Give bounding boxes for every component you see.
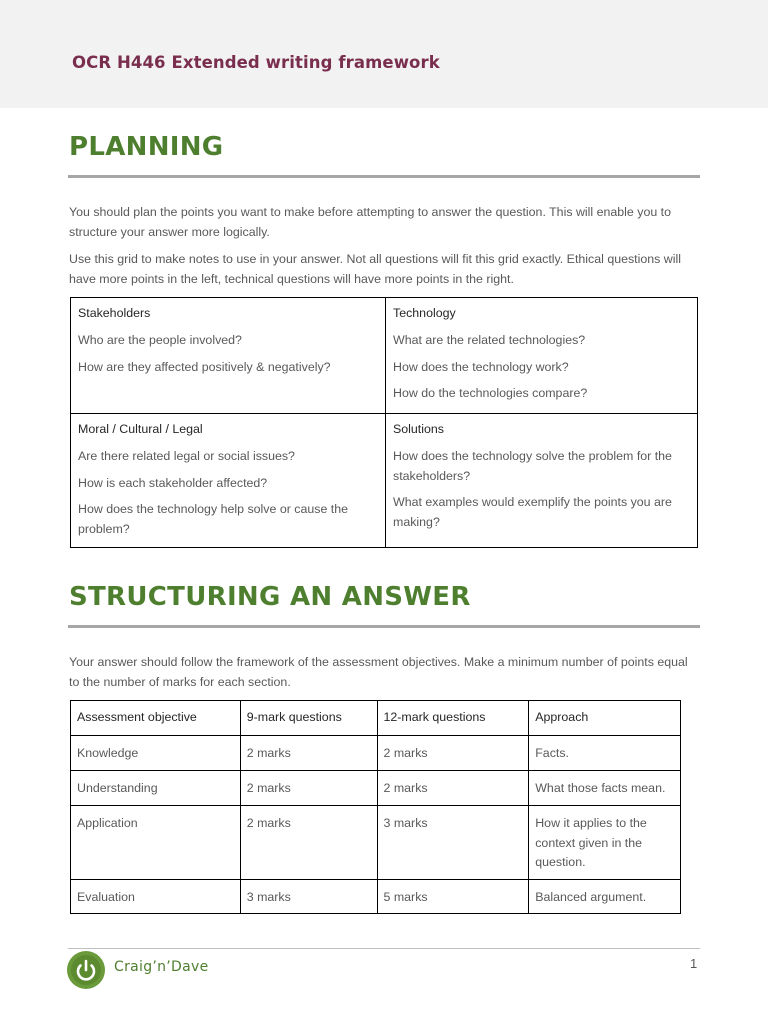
table-cell: 2 marks [240, 771, 377, 806]
table-cell: Understanding [71, 771, 241, 806]
column-header: 9-mark questions [240, 701, 377, 736]
grid-cell-stakeholders [71, 298, 385, 413]
table-cell: 3 marks [377, 806, 529, 880]
table-cell: 2 marks [377, 736, 529, 771]
grid-question: How is each stakeholder affected? [78, 475, 268, 490]
table-cell: 5 marks [377, 880, 529, 914]
grid-cell-moral-cultural-legal [71, 413, 385, 547]
grid-cell-title: Technology [393, 306, 456, 320]
power-icon [66, 950, 106, 990]
column-header: 12-mark questions [377, 701, 529, 736]
grid-cell-title: Solutions [393, 422, 444, 436]
grid-question: What are the related technologies? [393, 333, 586, 347]
structuring-intro: Your answer should follow the framework of the assessment objectives. Make a minimum number of points equal to the number of marks for each section. [69, 655, 688, 689]
table-cell: 2 marks [377, 771, 529, 806]
planning-divider [68, 175, 700, 178]
grid-question: Are there related legal or social issues? [78, 449, 295, 463]
table-header-row [71, 701, 681, 736]
structuring-divider [68, 625, 700, 628]
table-cell: Evaluation [71, 880, 241, 914]
table-cell: 3 marks [240, 880, 377, 914]
column-header: Assessment objective [71, 701, 241, 736]
grid-question: How do the technologies compare? [393, 386, 588, 400]
document-title: OCR H446 Extended writing framework [72, 53, 440, 72]
grid-question: How does the technology help solve or cause the problem? [78, 502, 349, 536]
planning-grid [70, 297, 698, 548]
grid-cell-solutions [385, 413, 697, 547]
brand-name: Craig’n’Dave [114, 959, 209, 975]
table-cell: Knowledge [71, 736, 241, 771]
table-cell: Application [71, 806, 241, 880]
grid-question: How does the technology work? [393, 359, 569, 374]
grid-question: How are they affected positively & negatively? [78, 359, 331, 374]
table-row [71, 806, 681, 880]
table-row [71, 880, 681, 914]
table-cell: Facts. [529, 736, 681, 771]
table-row [71, 736, 681, 771]
grid-cell-technology [385, 298, 697, 413]
table-cell: 2 marks [240, 806, 377, 880]
planning-intro-2: Use this grid to make notes to use in your answer. Not all questions will fit this grid exactly. Ethical questions will have more points in the left, technical questions will have more points in the right. [69, 252, 682, 286]
page-number: 1 [690, 956, 698, 971]
planning-heading: PLANNING [69, 132, 224, 162]
grid-cell-title: Moral / Cultural / Legal [78, 422, 203, 436]
assessment-objectives-table [70, 700, 681, 914]
planning-intro-1: You should plan the points you want to make before attempting to answer the question. This will enable you to structure your answer more logically. [69, 205, 672, 239]
table-cell: What those facts mean. [529, 771, 681, 806]
footer-divider [68, 948, 700, 949]
table-row [71, 771, 681, 806]
grid-question: What examples would exemplify the points you are making? [393, 495, 672, 529]
grid-question: Who are the people involved? [78, 333, 242, 347]
grid-question: How does the technology solve the problem for the stakeholders? [393, 449, 672, 483]
table-cell: How it applies to the context given in the question. [529, 806, 681, 880]
table-cell: 2 marks [240, 736, 377, 771]
grid-cell-title: Stakeholders [78, 306, 151, 320]
structuring-heading: STRUCTURING AN ANSWER [69, 582, 471, 612]
table-cell: Balanced argument. [529, 880, 681, 914]
column-header: Approach [529, 701, 681, 736]
